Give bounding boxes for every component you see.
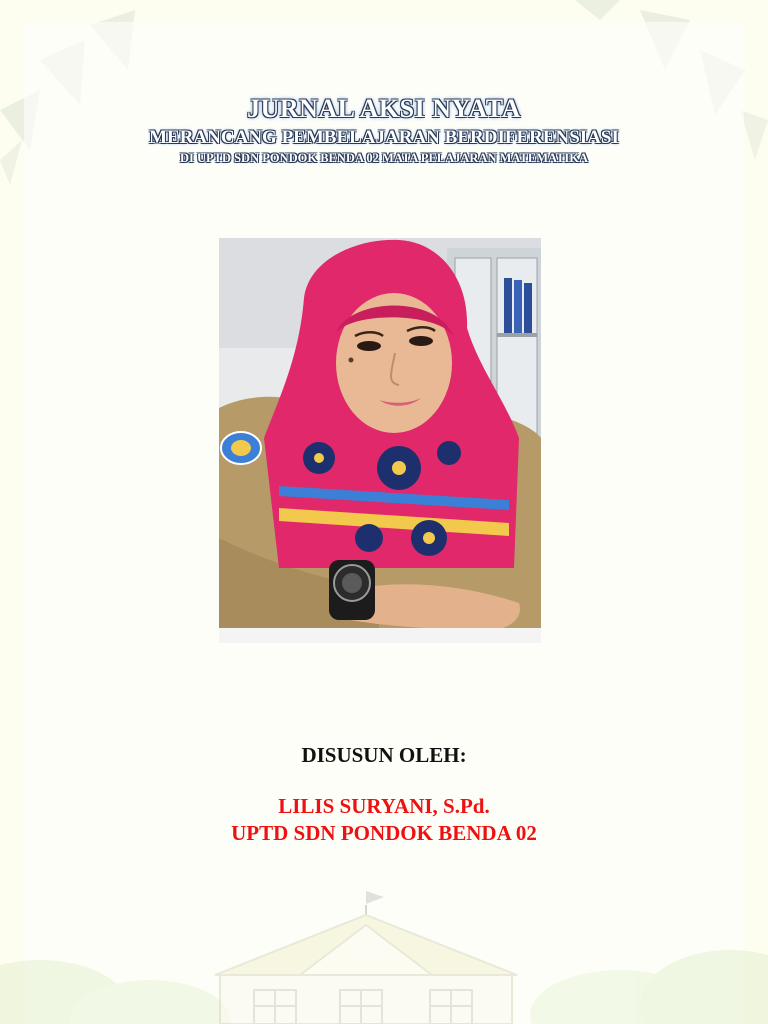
document-subtitle: MERANCANG PEMBELAJARAN BERDIFERENSIASI [149, 127, 619, 148]
compiled-by-label: DISUSUN OLEH: [301, 743, 467, 767]
author-name: LILIS SURYANI, S.Pd. [278, 794, 490, 818]
author-block [0, 742, 768, 847]
portrait-photo [219, 238, 541, 643]
shoulder-badge [221, 432, 261, 464]
document-title: JURNAL AKSI NYATA [247, 94, 521, 123]
title-block [0, 92, 768, 166]
document-subtitle-location: DI UPTD SDN PONDOK BENDA 02 MATA PELAJARAN MATEMATIKA [179, 151, 589, 165]
author-school: UPTD SDN PONDOK BENDA 02 [231, 821, 537, 845]
